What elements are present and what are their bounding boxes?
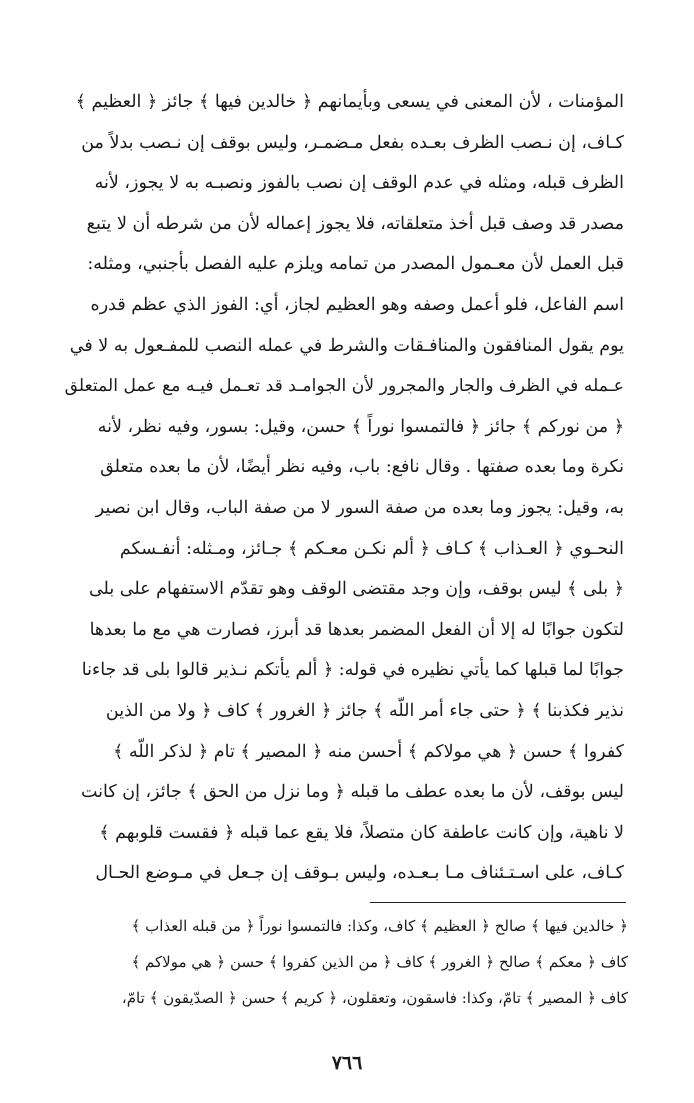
page-number: ٧٦٦ xyxy=(331,1052,363,1074)
text-line: النحـوي ﴿ العـذاب ﴾ كـاف ﴿ ألم نكـن معـكم ﴾ جـائز، ومـثله: أنفـسكم xyxy=(119,538,624,559)
text-line: لتكون جوابًا له إلا أن الفعل المضمر بعدها قد أبرز، فصارت هي مع ما بعدها xyxy=(89,619,624,640)
text-line: جوابًا لما قبلها كما يأتي نظيره في قوله: ﴿ ألم يأتكم نـذير قالوا بلى قد جاءنا xyxy=(81,660,624,681)
text-line: نذير فكذبنا ﴾ ﴿ حتى جاء أمر اللّه ﴾ جائز ﴿ الغرور ﴾ كاف ﴿ ولا من الذين xyxy=(105,700,624,721)
footnote-line: ﴿ خالدين فيها ﴾ صالح ﴿ العظيم ﴾ كاف، وكذا: فالتمسوا نوراً ﴿ من قبله العذاب ﴾ xyxy=(131,917,628,935)
text-line: يوم يقول المنافقون والمنافـقات والشرط في عمله النصب للمفـعول به لا في xyxy=(69,335,624,356)
text-line: ﴿ من نوركم ﴾ جائز ﴿ فالتمسوا نوراً ﴾ حسن، وقيل: بسور، وفيه نظر، لأنه xyxy=(97,416,624,437)
text-line: قبل العمل لأن معـمول المصدر من تمامه ويلزم عليه الفصل بأجنبي، ومثله: xyxy=(87,254,624,275)
footnote-divider xyxy=(370,902,626,903)
text-line: لا ناهية، وإن كانت عاطفة كان متصلاً، فلا يقع عما قبله ﴿ فقست قلوبهم ﴾ xyxy=(99,822,624,843)
text-line: اسم الفاعل، فلو أعمل وصفه وهو العظيم لجاز، أي: الفوز الذي عظم قدره xyxy=(90,294,624,315)
text-line: الظرف قبله، ومثله في عدم الوقف إن نصب بالفوز ونصبـه به لا يجوز، لأنه xyxy=(94,173,624,194)
footnote-line: كاف ﴿ المصير ﴾ تامّ، وكذا: فاسقون، وتعقلون، ﴿ كريم ﴾ حسن ﴿ الصدّيقون ﴾ تامّ، xyxy=(121,989,628,1007)
footnotes xyxy=(40,908,628,1016)
text-line: كـاف، على اسـتـئناف مـا بـعـده، وليس بـوقف إن جـعل في مـوضع الحـال xyxy=(95,863,624,884)
text-line: كفروا ﴾ حسن ﴿ هي مولاكم ﴾ أحسن منه ﴿ المصير ﴾ تام ﴿ لذكر اللّه ﴾ xyxy=(113,741,624,762)
footnote-line: كاف ﴿ معكم ﴾ صالح ﴿ الغرور ﴾ كاف ﴿ من الذين كفروا ﴾ حسن ﴿ هي مولاكم ﴾ xyxy=(131,953,628,971)
text-line: به، وقيل: يجوز وما بعده من صفة السور لا من صفة الباب، وقال ابن نصير xyxy=(95,497,624,518)
text-line: مصدر قد وصف قبل أخذ متعلقاته، فلا يجوز إعماله لأن من شرطه أن لا يتبع xyxy=(86,213,624,234)
text-line: ﴿ بلى ﴾ ليس بوقف، وإن وجد مقتضى الوقف وهو تقدّم الاستفهام على بلى xyxy=(88,579,624,600)
text-line: كـاف، إن نـصب الظرف بعـده بفعل مـضمـر، وليس بوقف إن نـصب بدلاً من xyxy=(81,132,624,153)
text-line: عـمله في الظرف والجار والمجرور لأن الجوامـد قد تعـمل فيـه مع عمل المتعلق xyxy=(64,376,624,397)
text-line: المؤمنات ، لأن المعنى في يسعى وبأيمانهم ﴿ خالدين فيها ﴾ جائز ﴿ العظيم ﴾ xyxy=(75,92,624,112)
text-line: نكرة وما بعده صفتها . وقال نافع: باب، وفيه نظر أيضًا، لأن ما بعده متعلق xyxy=(100,457,624,478)
text-line: ليس بوقف، لأن ما بعده عطف ما قبله ﴿ وما نزل من الحق ﴾ جائز، إن كانت xyxy=(80,782,624,803)
main-text xyxy=(58,82,624,894)
